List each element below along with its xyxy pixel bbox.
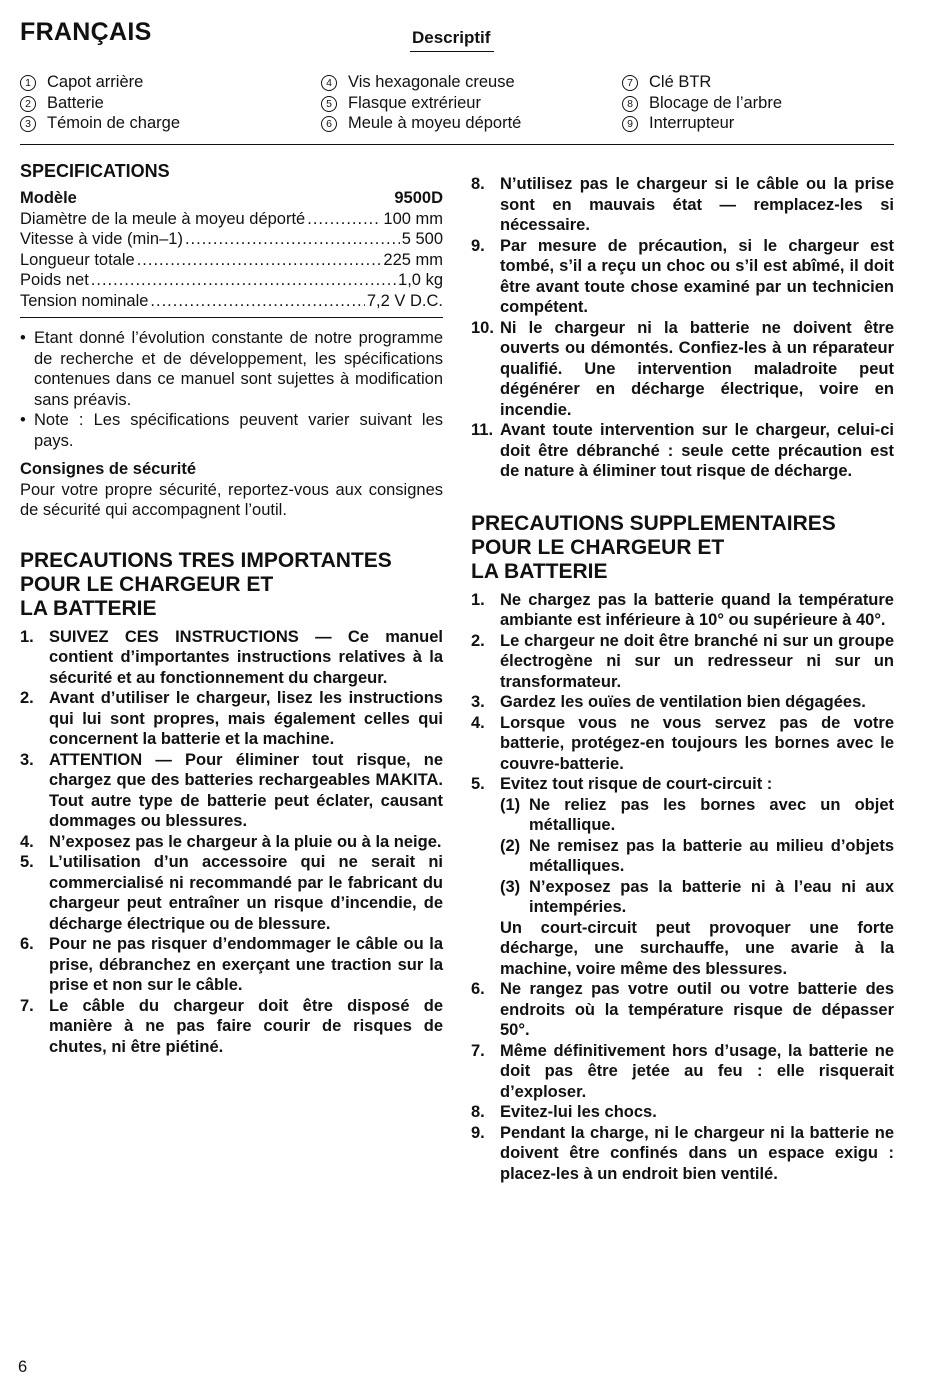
sub-item-number: (1) <box>500 795 521 814</box>
spec-row <box>20 209 443 230</box>
safety-text: Pour votre propre sécurité, reportez-vous aux consignes de sécurité qui accompagnent l’outil. <box>20 480 443 519</box>
list-item <box>20 832 443 853</box>
part-label: Clé BTR <box>649 73 712 91</box>
part-label: Batterie <box>47 93 104 112</box>
spec-label: Longueur totale <box>20 250 135 269</box>
list-item <box>471 979 894 1041</box>
part-number: 1 <box>20 75 36 91</box>
item-number: 9. <box>471 236 485 255</box>
item-number: 11. <box>471 421 494 439</box>
list-item <box>20 750 443 832</box>
part-label: Interrupteur <box>649 114 735 132</box>
item-text: Avant toute intervention sur le chargeur, celui-ci doit être débranché : seule cette précaution est de nature à éliminer tout risque de décharge. <box>500 421 894 480</box>
right-column <box>471 174 894 1184</box>
spec-row <box>20 270 443 291</box>
precautions-list <box>20 627 443 1058</box>
leader-dots <box>185 229 400 250</box>
part-number: 8 <box>622 96 638 112</box>
list-item <box>20 852 443 934</box>
part-label: Vis hexagonale creuse <box>348 73 515 91</box>
specs-divider <box>20 317 443 318</box>
item-text: Ne chargez pas la batterie quand la température ambiante est inférieure à 10° ou supérieure à 40°. <box>500 590 894 629</box>
heading-line: POUR LE CHARGEUR ET <box>471 535 725 559</box>
heading-line: PRECAUTIONS TRES IMPORTANTES <box>20 548 392 572</box>
spec-value: 7,2 V D.C. <box>366 291 443 310</box>
spec-row <box>20 250 443 271</box>
item-number: 5. <box>20 853 34 871</box>
spec-value: 100 mm <box>383 209 443 228</box>
list-item <box>471 713 894 775</box>
leader-dots <box>150 291 364 312</box>
leader-dots <box>307 209 381 230</box>
parts-column <box>20 72 180 134</box>
item-text: Ni le chargeur ni la batterie ne doivent être ouverts ou démontés. Confiez-les à un réparateur qualifié. Une intervention maladroite peut dégénérer en décharge électrique, voire en incendie. <box>500 318 894 419</box>
part-label: Capot arrière <box>47 73 144 91</box>
item-text: Gardez les ouïes de ventilation bien dégagées. <box>500 693 866 711</box>
spec-model-row <box>20 188 443 209</box>
spec-note <box>20 410 443 451</box>
left-column <box>20 160 443 1057</box>
part-item <box>622 113 782 134</box>
part-number: 7 <box>622 75 638 91</box>
spec-value: 225 mm <box>383 250 443 269</box>
section-title: Descriptif <box>410 28 494 52</box>
part-label: Flasque extrérieur <box>348 93 481 112</box>
precautions-list-continued <box>471 174 894 482</box>
list-item <box>471 1102 894 1123</box>
spec-value: 5 500 <box>401 230 443 248</box>
part-number: 9 <box>622 116 638 132</box>
item-text: Avant d’utiliser le chargeur, lisez les instructions qui lui sont propres, mais également celles qui concernent la batterie et la machine. <box>49 689 443 748</box>
part-label: Blocage de l’arbre <box>649 93 782 112</box>
spec-label: Poids net <box>20 271 89 289</box>
part-number: 6 <box>321 116 337 132</box>
part-number: 4 <box>321 75 337 91</box>
sub-item-text: Ne remisez pas la batterie au milieu d’objets métalliques. <box>529 836 894 875</box>
list-item <box>471 236 894 318</box>
spec-value: 1,0 kg <box>398 271 443 289</box>
part-label: Témoin de charge <box>47 114 180 132</box>
parts-column <box>622 72 782 134</box>
note-text: Etant donné l’évolution constante de notre programme de recherche et de développement, les spécifications contenues dans ce manuel sont sujettes à modification sans préavis. <box>34 329 443 409</box>
list-item <box>471 631 894 693</box>
part-item <box>20 113 180 134</box>
item-number: 4. <box>471 713 485 732</box>
list-item <box>471 590 894 631</box>
sub-item-number: (3) <box>500 877 521 896</box>
spec-model-label: Modèle <box>20 189 77 207</box>
item-conclusion: Un court-circuit peut provoquer une forte décharge, une surchauffe, une avarie à la machine, voire même des blessures. <box>500 918 894 978</box>
part-item <box>622 93 782 114</box>
item-number: 3. <box>20 750 34 769</box>
heading-line: LA BATTERIE <box>471 559 608 583</box>
list-item <box>471 318 894 421</box>
list-item <box>471 692 894 713</box>
list-item <box>20 627 443 689</box>
list-item <box>471 1041 894 1103</box>
item-text: SUIVEZ CES INSTRUCTIONS — Ce manuel contient d’importantes instructions relatives à la sécurité et au fonctionnement du chargeur. <box>49 627 443 687</box>
part-item <box>20 93 180 114</box>
heading-line: LA BATTERIE <box>20 596 157 620</box>
part-item <box>622 72 782 93</box>
parts-legend <box>20 72 890 134</box>
list-item <box>471 420 894 482</box>
item-text: Par mesure de précaution, si le chargeur est tombé, s’il a reçu un choc ou s’il est abîmé, il doit être avant toute chose examiné par un technicien compétent. <box>500 236 894 316</box>
item-number: 6. <box>20 935 34 953</box>
list-item <box>471 774 894 979</box>
heading-line: POUR LE CHARGEUR ET <box>20 572 274 596</box>
item-text: Pendant la charge, ni le chargeur ni la batterie ne doivent être confinés dans un espace exigu : placez-les à un endroit bien ventilé. <box>500 1123 894 1183</box>
specs-heading: SPECIFICATIONS <box>20 161 170 181</box>
item-text: N’exposez pas le chargeur à la pluie ou à la neige. <box>49 832 442 851</box>
item-number: 6. <box>471 980 485 998</box>
sub-list-item <box>500 836 894 877</box>
language-heading: FRANÇAIS <box>20 18 152 46</box>
item-number: 3. <box>471 693 485 711</box>
bullet-icon: • <box>20 411 26 429</box>
supplementary-list <box>471 590 894 1185</box>
spec-model-value: 9500D <box>394 189 443 207</box>
precautions-heading <box>20 549 443 621</box>
sub-item-text: Ne reliez pas les bornes avec un objet métallique. <box>529 795 894 834</box>
item-number: 4. <box>20 832 34 851</box>
spec-label: Vitesse à vide (min–1) <box>20 230 183 248</box>
safety-heading: Consignes de sécurité <box>20 460 197 478</box>
part-item <box>20 72 180 93</box>
part-item <box>321 113 521 134</box>
spec-label: Diamètre de la meule à moyeu déporté <box>20 209 306 228</box>
item-number: 7. <box>471 1041 485 1060</box>
list-item <box>20 934 443 996</box>
item-number: 10. <box>471 318 494 337</box>
item-text: N’utilisez pas le chargeur si le câble ou la prise sont en mauvais état — remplacez-les si nécessaire. <box>500 175 894 234</box>
spec-label: Tension nominale <box>20 291 149 310</box>
item-number: 9. <box>471 1123 485 1142</box>
item-number: 1. <box>471 590 485 609</box>
item-text: Pour ne pas risquer d’endommager le câble ou la prise, débranchez en exerçant une traction sur la prise et non sur le câble. <box>49 935 443 994</box>
part-number: 3 <box>20 116 36 132</box>
list-item <box>471 174 894 236</box>
sub-item-number: (2) <box>500 836 521 855</box>
part-item <box>321 72 521 93</box>
item-text: Evitez tout risque de court-circuit : <box>500 775 773 793</box>
bullet-icon: • <box>20 329 26 347</box>
part-number: 2 <box>20 96 36 112</box>
sub-list-item <box>500 877 894 918</box>
parts-column <box>321 72 521 134</box>
item-number: 8. <box>471 175 485 193</box>
item-number: 8. <box>471 1103 485 1121</box>
sub-list-item <box>500 795 894 836</box>
item-number: 5. <box>471 775 485 793</box>
note-text: Note : Les spécifications peuvent varier suivant les pays. <box>34 411 443 450</box>
item-number: 2. <box>20 689 34 707</box>
item-text: Le chargeur ne doit être branché ni sur un groupe électrogène ni sur un redresseur ni sur un transformateur. <box>500 631 894 691</box>
item-text: Le câble du chargeur doit être disposé de manière à ne pas faire courir de risques de chutes, ni être piétiné. <box>49 996 443 1056</box>
item-number: 7. <box>20 996 34 1015</box>
sub-item-text: N’exposez pas la batterie ni à l’eau ni aux intempéries. <box>529 877 894 916</box>
part-label: Meule à moyeu déporté <box>348 114 522 132</box>
list-item <box>20 996 443 1058</box>
item-text: ATTENTION — Pour éliminer tout risque, ne chargez que des batteries rechargeables MAKITA. Tout autre type de batterie peut éclater, causant dommages ou blessures. <box>49 750 443 830</box>
list-item <box>471 1123 894 1185</box>
heading-line: PRECAUTIONS SUPPLEMENTAIRES <box>471 511 836 535</box>
list-item <box>20 688 443 750</box>
leader-dots <box>137 250 382 271</box>
leader-dots <box>91 270 396 291</box>
item-text: Lorsque vous ne vous servez pas de votre batterie, protégez-en toujours les bornes avec le couvre-batterie. <box>500 713 894 773</box>
item-text: Evitez-lui les chocs. <box>500 1103 657 1121</box>
header-divider <box>20 144 894 145</box>
spec-note <box>20 328 443 410</box>
page-number: 6 <box>18 1358 28 1376</box>
item-text: L’utilisation d’un accessoire qui ne serait ni commercialisé ni recommandé par le fabricant du chargeur peut entraîner un risque d’incendie, de décharge électrique ou de blessure. <box>49 853 443 933</box>
item-number: 1. <box>20 627 34 646</box>
spec-row <box>20 229 443 250</box>
supplementary-heading <box>471 512 894 584</box>
item-text: Même définitivement hors d’usage, la batterie ne doit pas être jetée au feu : elle risquerait d’exploser. <box>500 1041 894 1101</box>
item-text: Ne rangez pas votre outil ou votre batterie des endroits où la température risque de dépasser 50°. <box>500 980 894 1039</box>
part-item <box>321 93 521 114</box>
item-number: 2. <box>471 631 485 650</box>
part-number: 5 <box>321 96 337 112</box>
spec-row <box>20 291 443 312</box>
